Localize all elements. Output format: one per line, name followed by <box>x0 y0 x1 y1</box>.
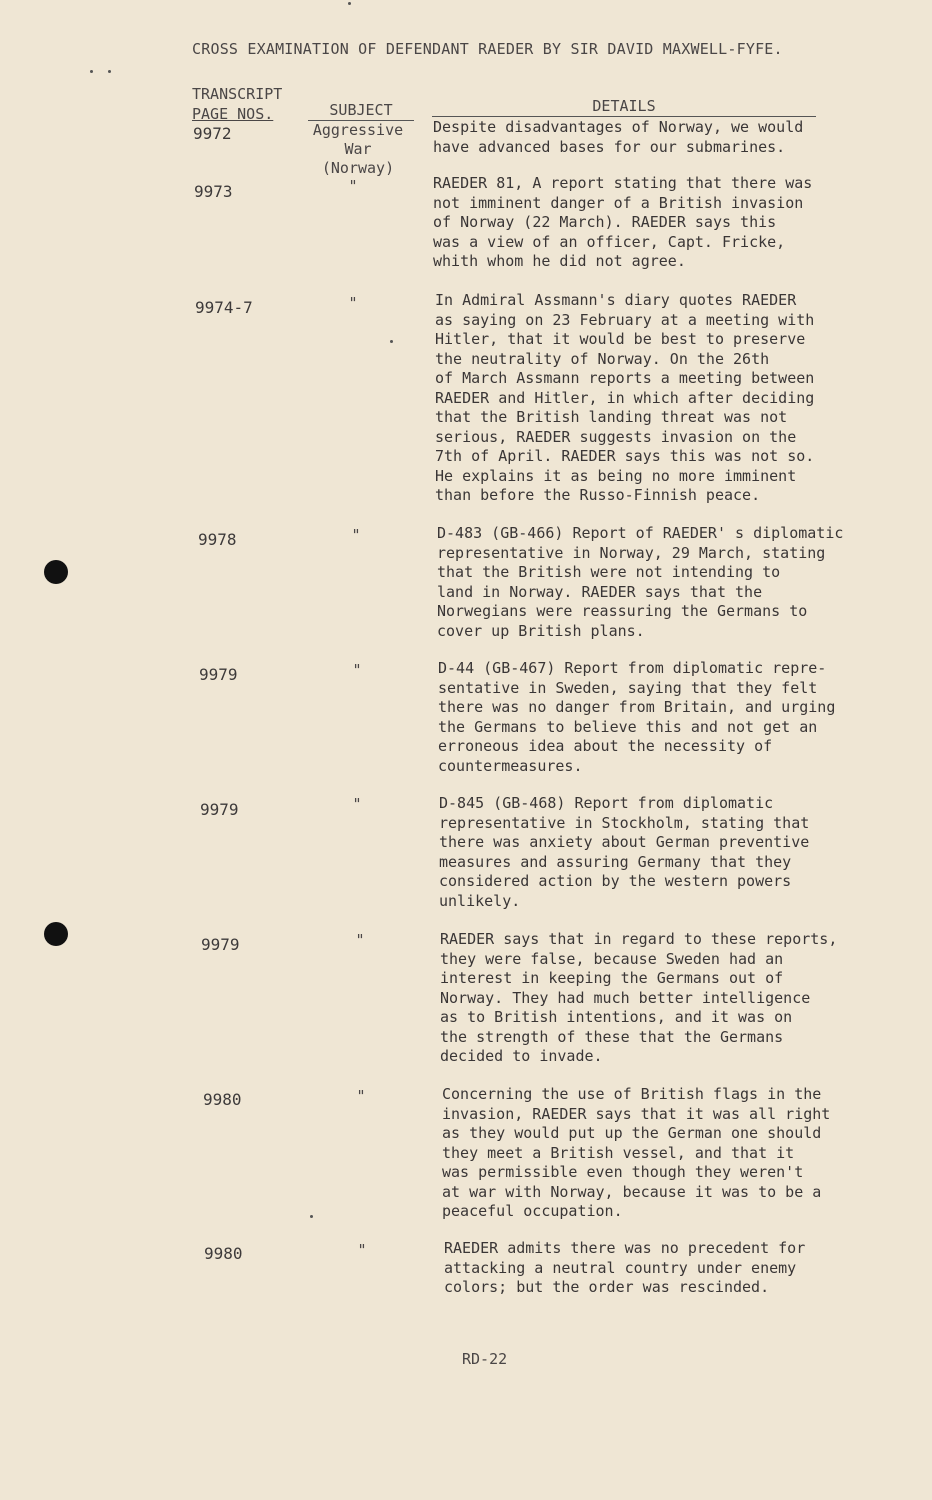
entry-subject-ditto: " <box>355 931 365 949</box>
entry-page-number: 9979 <box>201 935 240 954</box>
paper-speck <box>310 1215 313 1218</box>
entry-details: D-44 (GB-467) Report from diplomatic repre- sentative in Sweden, saying that they felt there was no danger from Britain, and urging the Germans to believe this and not get an erroneous idea about the necessity of countermeasures. <box>438 659 836 775</box>
entry-subject-ditto: " <box>348 177 358 195</box>
paper-speck <box>108 70 111 73</box>
entry-page-number: 9973 <box>194 182 233 201</box>
document-title: CROSS EXAMINATION OF DEFENDANT RAEDER BY SIR DAVID MAXWELL-FYFE. <box>192 40 783 58</box>
entry-subject: Aggressive War (Norway) <box>312 121 404 177</box>
entry-details: RAEDER 81, A report stating that there was not imminent danger of a British invasion of Norway (22 March). RAEDER says this was a view of an officer, Capt. Fricke, whith whom he did not agree. <box>433 174 813 270</box>
header-details: DETAILS <box>432 96 816 117</box>
entry-page-number: 9980 <box>203 1090 242 1109</box>
entry-subject-ditto: " <box>352 661 362 679</box>
entry-page-number: 9974-7 <box>195 298 253 317</box>
page-footer-reference: RD-22 <box>462 1350 508 1368</box>
punch-hole <box>44 560 68 584</box>
paper-speck <box>90 70 93 73</box>
entry-page-number: 9979 <box>199 665 238 684</box>
entry-page-number: 9972 <box>193 124 232 143</box>
entry-details: RAEDER says that in regard to these reports, they were false, because Sweden had an interest in keeping the Germans out of Norway. They had much better intelligence as to British intentions, and it was on the strength of these that the Germans decided to invade. <box>440 930 838 1065</box>
entry-details: Despite disadvantages of Norway, we would have advanced bases for our submarines. <box>433 118 804 156</box>
entry-details: Concerning the use of British flags in the invasion, RAEDER says that it was all right as they would put up the German one should they meet a British vessel, and that it was permissible even though they weren't at war with Norway, because it was to be a peaceful occupation. <box>442 1085 831 1220</box>
entry-subject-ditto: " <box>357 1241 367 1259</box>
entry-page-number: 9978 <box>198 530 237 549</box>
entry-subject-ditto: " <box>348 294 358 312</box>
entry-details: D-845 (GB-468) Report from diplomatic representative in Stockholm, stating that there was anxiety about German preventive measures and assuring Germany that they considered action by the western powers unlikely. <box>439 794 810 910</box>
entry-subject-ditto: " <box>352 795 362 813</box>
entry-details: In Admiral Assmann's diary quotes RAEDER as saying on 23 February at a meeting with Hitler, that it would be best to preserve the neutrality of Norway. On the 26th of March Assmann reports a meeting between RAEDER and Hitler, in which after deciding that the British landing threat was not serious, RAEDER suggests invasion on the 7th of April. RAEDER says this was not so. He explains it as being no more imminent than before the Russo-Finnish peace. <box>435 291 815 504</box>
entry-subject-ditto: " <box>356 1087 366 1105</box>
entry-subject-ditto: " <box>351 526 361 544</box>
entry-page-number: 9980 <box>204 1244 243 1263</box>
header-transcript-line2: PAGE NOS. <box>192 105 274 123</box>
header-transcript-page-nos <box>192 84 282 124</box>
entry-page-number: 9979 <box>200 800 239 819</box>
punch-hole <box>44 922 68 946</box>
paper-speck <box>348 2 351 5</box>
entry-details: D-483 (GB-466) Report of RAEDER' s diplomatic representative in Norway, 29 March, stating that the British were not intending to land in Norway. RAEDER says that the Norwegians were reassuring the Germans to cover up British plans. <box>437 524 844 640</box>
paper-speck <box>390 340 393 343</box>
header-transcript-line1: TRANSCRIPT <box>192 85 283 103</box>
entry-details: RAEDER admits there was no precedent for attacking a neutral country under enemy colors; but the order was rescinded. <box>444 1239 806 1296</box>
header-subject: SUBJECT <box>308 100 414 121</box>
